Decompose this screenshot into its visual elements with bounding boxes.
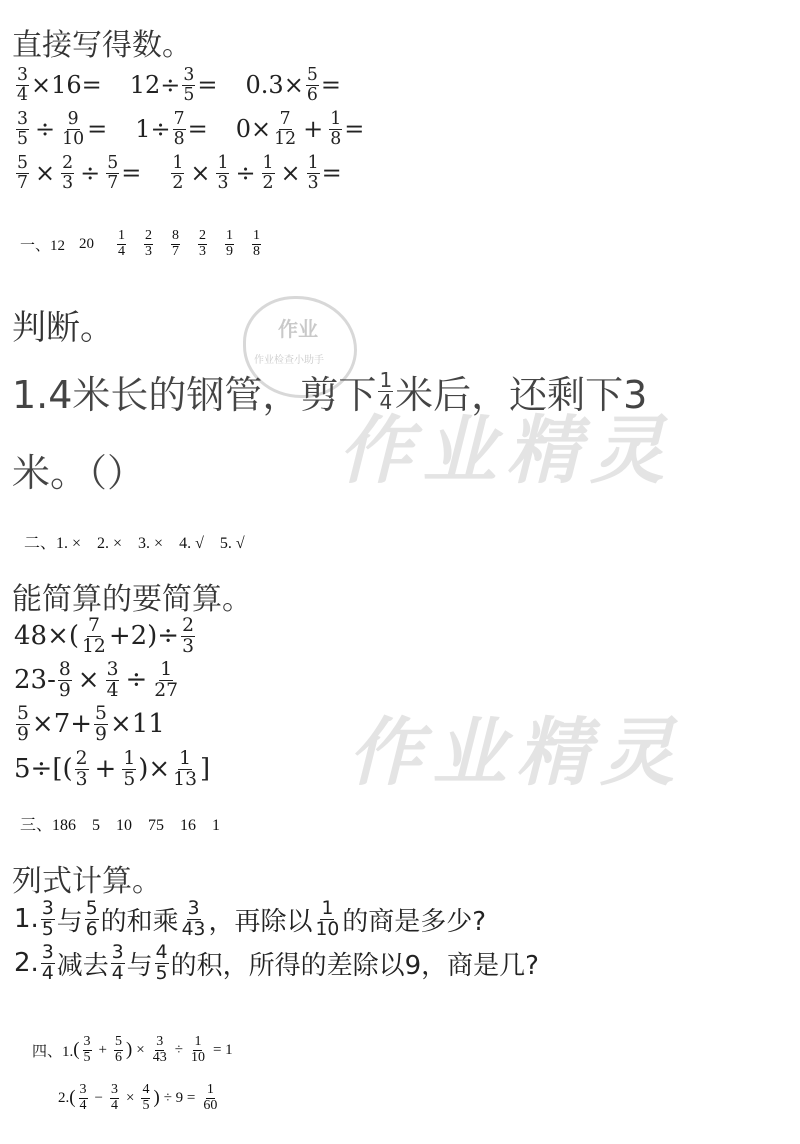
fraction: $\frac{2}{3}$ bbox=[199, 227, 207, 259]
stamp-subtitle: 作业检查小助手 bbox=[254, 355, 324, 366]
fraction: $\frac{3}{4}$ bbox=[79, 1081, 87, 1113]
fraction: $\frac{3}{5}$ bbox=[41, 897, 54, 940]
watermark-text: 作业精灵 bbox=[343, 710, 702, 796]
fraction: $\frac{3}{4}$ bbox=[41, 941, 54, 984]
stamp-title: 作业 bbox=[278, 317, 318, 341]
fraction: $\frac{5}{7}$ bbox=[107, 153, 119, 193]
section3-title: 能简算的要简算。 bbox=[12, 582, 252, 617]
fraction: $\frac{7}{12}$ bbox=[274, 109, 297, 149]
fraction: $\frac{5}{9}$ bbox=[17, 702, 29, 745]
fraction: $\frac{7}{8}$ bbox=[173, 109, 185, 149]
section2-title: 判断。 bbox=[12, 308, 114, 348]
fraction: $\frac{3}{5}$ bbox=[183, 65, 195, 105]
fraction: $\frac{2}{3}$ bbox=[145, 227, 153, 259]
fraction: $\frac{2}{3}$ bbox=[75, 747, 88, 790]
fraction: $\frac{1}{4}$ bbox=[118, 227, 126, 259]
fraction: $\frac{3}{5}$ bbox=[83, 1033, 91, 1065]
simplify-expr-1: 48×( $\frac{7}{12}$ +2)÷ $\frac{2}{3}$ bbox=[14, 614, 194, 657]
word-problem-1: 1. $\frac{3}{5}$ 与 $\frac{5}{6}$ 的和乘 $\frac{3}{43}$ ，再除以 $\frac{1}{10}$ 的商是多少? bbox=[14, 897, 487, 940]
fraction: $\frac{2}{3}$ bbox=[182, 614, 194, 657]
section1-title: 直接写得数。 bbox=[12, 28, 192, 63]
fraction: $\frac{1}{4}$ bbox=[379, 367, 393, 414]
fraction: $\frac{1}{27}$ bbox=[154, 658, 179, 701]
fraction: $\frac{1}{5}$ bbox=[123, 747, 136, 790]
word-problem-2: 2. $\frac{3}{4}$ 减去 $\frac{3}{4}$ 与 $\frac{4}{5}$ 的积，所得的差除以9，商是几? bbox=[14, 941, 539, 984]
section4-answer-1: 四、1. ( $\frac{3}{5}$ + $\frac{5}{6}$ ) × $\frac{3}{43}$ ÷ $\frac{1}{10}$ = 1 bbox=[32, 1033, 233, 1065]
fraction: $\frac{4}{5}$ bbox=[155, 941, 168, 984]
fraction: $\frac{5}{9}$ bbox=[95, 702, 107, 745]
fraction: $\frac{8}{9}$ bbox=[58, 658, 71, 701]
calc-row-1: $\frac{3}{4}$ ×16= 12÷ $\frac{3}{5}$ = 0.3× $\frac{5}{6}$ = bbox=[17, 65, 341, 105]
simplify-expr-2: 23- $\frac{8}{9}$ × $\frac{3}{4}$ ÷ $\frac{1}{27}$ bbox=[14, 658, 179, 701]
fraction: $\frac{9}{10}$ bbox=[62, 109, 85, 149]
fraction: $\frac{3}{4}$ bbox=[106, 658, 119, 701]
judge-question-line1: 1.4米长的钢管，剪下 $\frac{1}{4}$ 米后，还剩下3 bbox=[12, 367, 648, 417]
simplify-expr-4: 5÷[( $\frac{2}{3}$ + $\frac{1}{5}$ )× $\frac{1}{13}$ ] bbox=[14, 747, 211, 790]
fraction: $\frac{3}{4}$ bbox=[110, 1081, 118, 1113]
judge-question-line2: 米。（） bbox=[12, 451, 146, 495]
fraction: $\frac{1}{13}$ bbox=[173, 747, 197, 790]
fraction: $\frac{1}{9}$ bbox=[226, 227, 234, 259]
fraction: $\frac{1}{60}$ bbox=[203, 1081, 218, 1113]
calc-row-3: $\frac{5}{7}$ × $\frac{2}{3}$ ÷ $\frac{5}{7}$ = $\frac{1}{2}$ × $\frac{1}{3}$ ÷ $\frac{1}{2}$ × $\frac{1}{3}$ = bbox=[17, 153, 342, 193]
fraction: $\frac{5}{6}$ bbox=[85, 897, 98, 940]
fraction: $\frac{3}{4}$ bbox=[17, 65, 28, 105]
fraction: $\frac{1}{8}$ bbox=[330, 109, 342, 149]
fraction: $\frac{1}{10}$ bbox=[315, 897, 340, 940]
section4-answer-2: 2. ( $\frac{3}{4}$ − $\frac{3}{4}$ × $\frac{4}{5}$ ) ÷ 9 = $\frac{1}{60}$ bbox=[58, 1081, 218, 1113]
fraction: $\frac{1}{3}$ bbox=[307, 153, 319, 193]
fraction: $\frac{1}{2}$ bbox=[262, 153, 274, 193]
watermark-text: 作业精灵 bbox=[333, 408, 692, 494]
fraction: $\frac{3}{5}$ bbox=[17, 109, 28, 149]
fraction: $\frac{1}{8}$ bbox=[253, 227, 261, 259]
fraction: $\frac{1}{2}$ bbox=[172, 153, 184, 193]
fraction: $\frac{5}{7}$ bbox=[17, 153, 28, 193]
fraction: $\frac{1}{3}$ bbox=[217, 153, 229, 193]
fraction: $\frac{3}{43}$ bbox=[181, 897, 206, 940]
section4-title: 列式计算。 bbox=[12, 864, 162, 899]
fraction: $\frac{1}{10}$ bbox=[190, 1033, 205, 1065]
simplify-expr-3: $\frac{5}{9}$ ×7+ $\frac{5}{9}$ ×11 bbox=[17, 702, 165, 745]
calc-row-2: $\frac{3}{5}$ ÷ $\frac{9}{10}$ = 1÷ $\frac{7}{8}$ = 0× $\frac{7}{12}$ + $\frac{1}{8}$ = bbox=[17, 109, 365, 149]
fraction: $\frac{2}{3}$ bbox=[62, 153, 74, 193]
fraction: $\frac{5}{6}$ bbox=[306, 65, 318, 105]
fraction: $\frac{5}{6}$ bbox=[114, 1033, 122, 1065]
fraction: $\frac{8}{7}$ bbox=[172, 227, 180, 259]
fraction: $\frac{3}{4}$ bbox=[111, 941, 124, 984]
section1-answer: 一、12 20 $\frac{1}{4}$ $\frac{2}{3}$ $\frac{8}{7}$ $\frac{2}{3}$ $\frac{1}{9}$ $\frac{1}{8}$ bbox=[20, 227, 261, 259]
fraction: $\frac{4}{5}$ bbox=[142, 1081, 150, 1113]
fraction: $\frac{7}{12}$ bbox=[82, 614, 106, 657]
fraction: $\frac{3}{43}$ bbox=[152, 1033, 167, 1065]
section3-answer: 三、186 5 10 75 16 1 bbox=[20, 817, 221, 834]
section2-answer: 二、1. × 2. × 3. × 4. √ 5. √ bbox=[24, 535, 245, 552]
